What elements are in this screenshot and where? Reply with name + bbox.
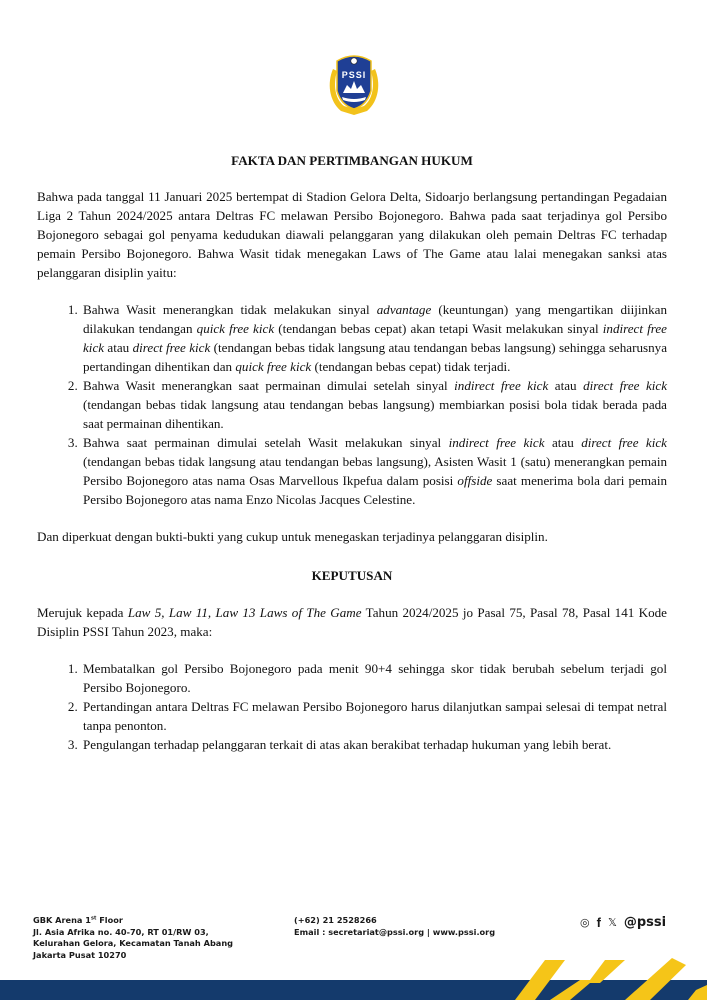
- address-line-4: Jakarta Pusat 10270: [33, 949, 127, 960]
- logo-text: PSSI: [341, 70, 367, 80]
- decision-intro-paragraph: Merujuk kepada Law 5, Law 11, Law 13 Laws of The Game Tahun 2024/2025 jo Pasal 75, Pasal 78, Pasal 141 Kode Disiplin PSSI Tahun 2023, maka:: [37, 605, 667, 639]
- stripe-2: [550, 960, 625, 1000]
- pssi-logo: [327, 51, 381, 117]
- social-links: [580, 917, 666, 929]
- facts-list: [37, 300, 667, 509]
- address-line-2: Jl. Asia Afrika no. 40-70, RT 01/RW 03,: [33, 926, 209, 937]
- facts-closing-paragraph: Dan diperkuat dengan bukti-bukti yang cukup untuk menegaskan terjadinya pelanggaran disiplin.: [37, 529, 548, 544]
- address-line-1: GBK Arena 1st Floor: [33, 915, 123, 925]
- section-heading-decision: KEPUTUSAN: [311, 568, 393, 583]
- facebook-icon[interactable]: f: [596, 915, 601, 930]
- decorative-stripes: [500, 955, 707, 1000]
- address-line-3: Kelurahan Gelora, Kecamatan Tanah Abang: [33, 938, 234, 949]
- phone-number: (+62) 21 2528266: [294, 915, 377, 925]
- facts-intro-paragraph: Bahwa pada tanggal 11 Januari 2025 bertempat di Stadion Gelora Delta, Sidoarjo berlangsung pertandingan Pegadaian Liga 2 Tahun 2024/2025 antara Deltras FC melawan Persibo Bojonegoro. Bahwa pada saat terjadinya gol Persibo Bojonegoro sebagai gol penyama kedudukan diawali pelanggaran yang dilakukan oleh pemain Deltras FC terhadap pemain Persibo Bojonegoro. Bahwa Wasit tidak menegakan Laws of The Game atau lalai menegakan sanksi atas pelanggaran disiplin yaitu:: [37, 189, 667, 280]
- stripe-4: [688, 985, 707, 1000]
- footer-address: [33, 915, 233, 961]
- email-website[interactable]: Email : secretariat@pssi.org | www.pssi.org: [294, 926, 496, 937]
- decision-list-item: 3. Pengulangan terhadap pelanggaran terkait di atas akan berakibat terhadap hukuman yang lebih berat.: [81, 735, 667, 754]
- facts-list-item: 2. Bahwa Wasit menerangkan saat permainan dimulai setelah sinyal indirect free kick atau direct free kick (tendangan bebas tidak langsung atau tendangan bebas langsung) membiarkan posisi bola tidak berada pada saat permainan dihentikan.: [81, 376, 667, 433]
- stripe-3: [625, 958, 686, 1000]
- stripe-1: [515, 960, 565, 1000]
- facts-list-item: 1. Bahwa Wasit menerangkan tidak melakukan sinyal advantage (keuntungan) yang mengartikan diijinkan dilakukan tendangan quick free kick (tendangan bebas cepat) akan tetapi Wasit melakukan sinyal indirect free kick atau direct free kick (tendangan bebas tidak langsung atau tendangan bebas langsung) sehingga seharusnya pertandingan dihentikan dan quick free kick (tendangan bebas cepat) tidak terjadi.: [81, 300, 667, 376]
- section-heading-facts: FAKTA DAN PERTIMBANGAN HUKUM: [231, 153, 473, 168]
- x-icon[interactable]: 𝕏: [607, 916, 617, 929]
- footer-contact: [294, 915, 495, 938]
- ball-icon: [351, 58, 357, 64]
- decision-list: [37, 659, 667, 754]
- document-body: [37, 151, 667, 772]
- facts-list-item: 3. Bahwa saat permainan dimulai setelah Wasit melakukan sinyal indirect free kick atau direct free kick (tendangan bebas tidak langsung atau tendangan bebas langsung), Asisten Wasit 1 (satu) menerangkan pemain Persibo Bojonegoro atas nama Osas Marvellous Ikpefua dalam posisi offside saat menerima bola dari pemain Persibo Bojonegoro atas nama Enzo Nicolas Jacques Celestine.: [81, 433, 667, 509]
- decision-list-item: 2. Pertandingan antara Deltras FC melawan Persibo Bojonegoro harus dilanjutkan sampai selesai di tempat netral tanpa penonton.: [81, 697, 667, 735]
- instagram-icon[interactable]: ◎: [580, 916, 590, 929]
- decision-list-item: 1. Membatalkan gol Persibo Bojonegoro pada menit 90+4 sehingga skor tidak berubah sebelum terjadi gol Persibo Bojonegoro.: [81, 659, 667, 697]
- social-handle[interactable]: @pssi: [623, 915, 667, 930]
